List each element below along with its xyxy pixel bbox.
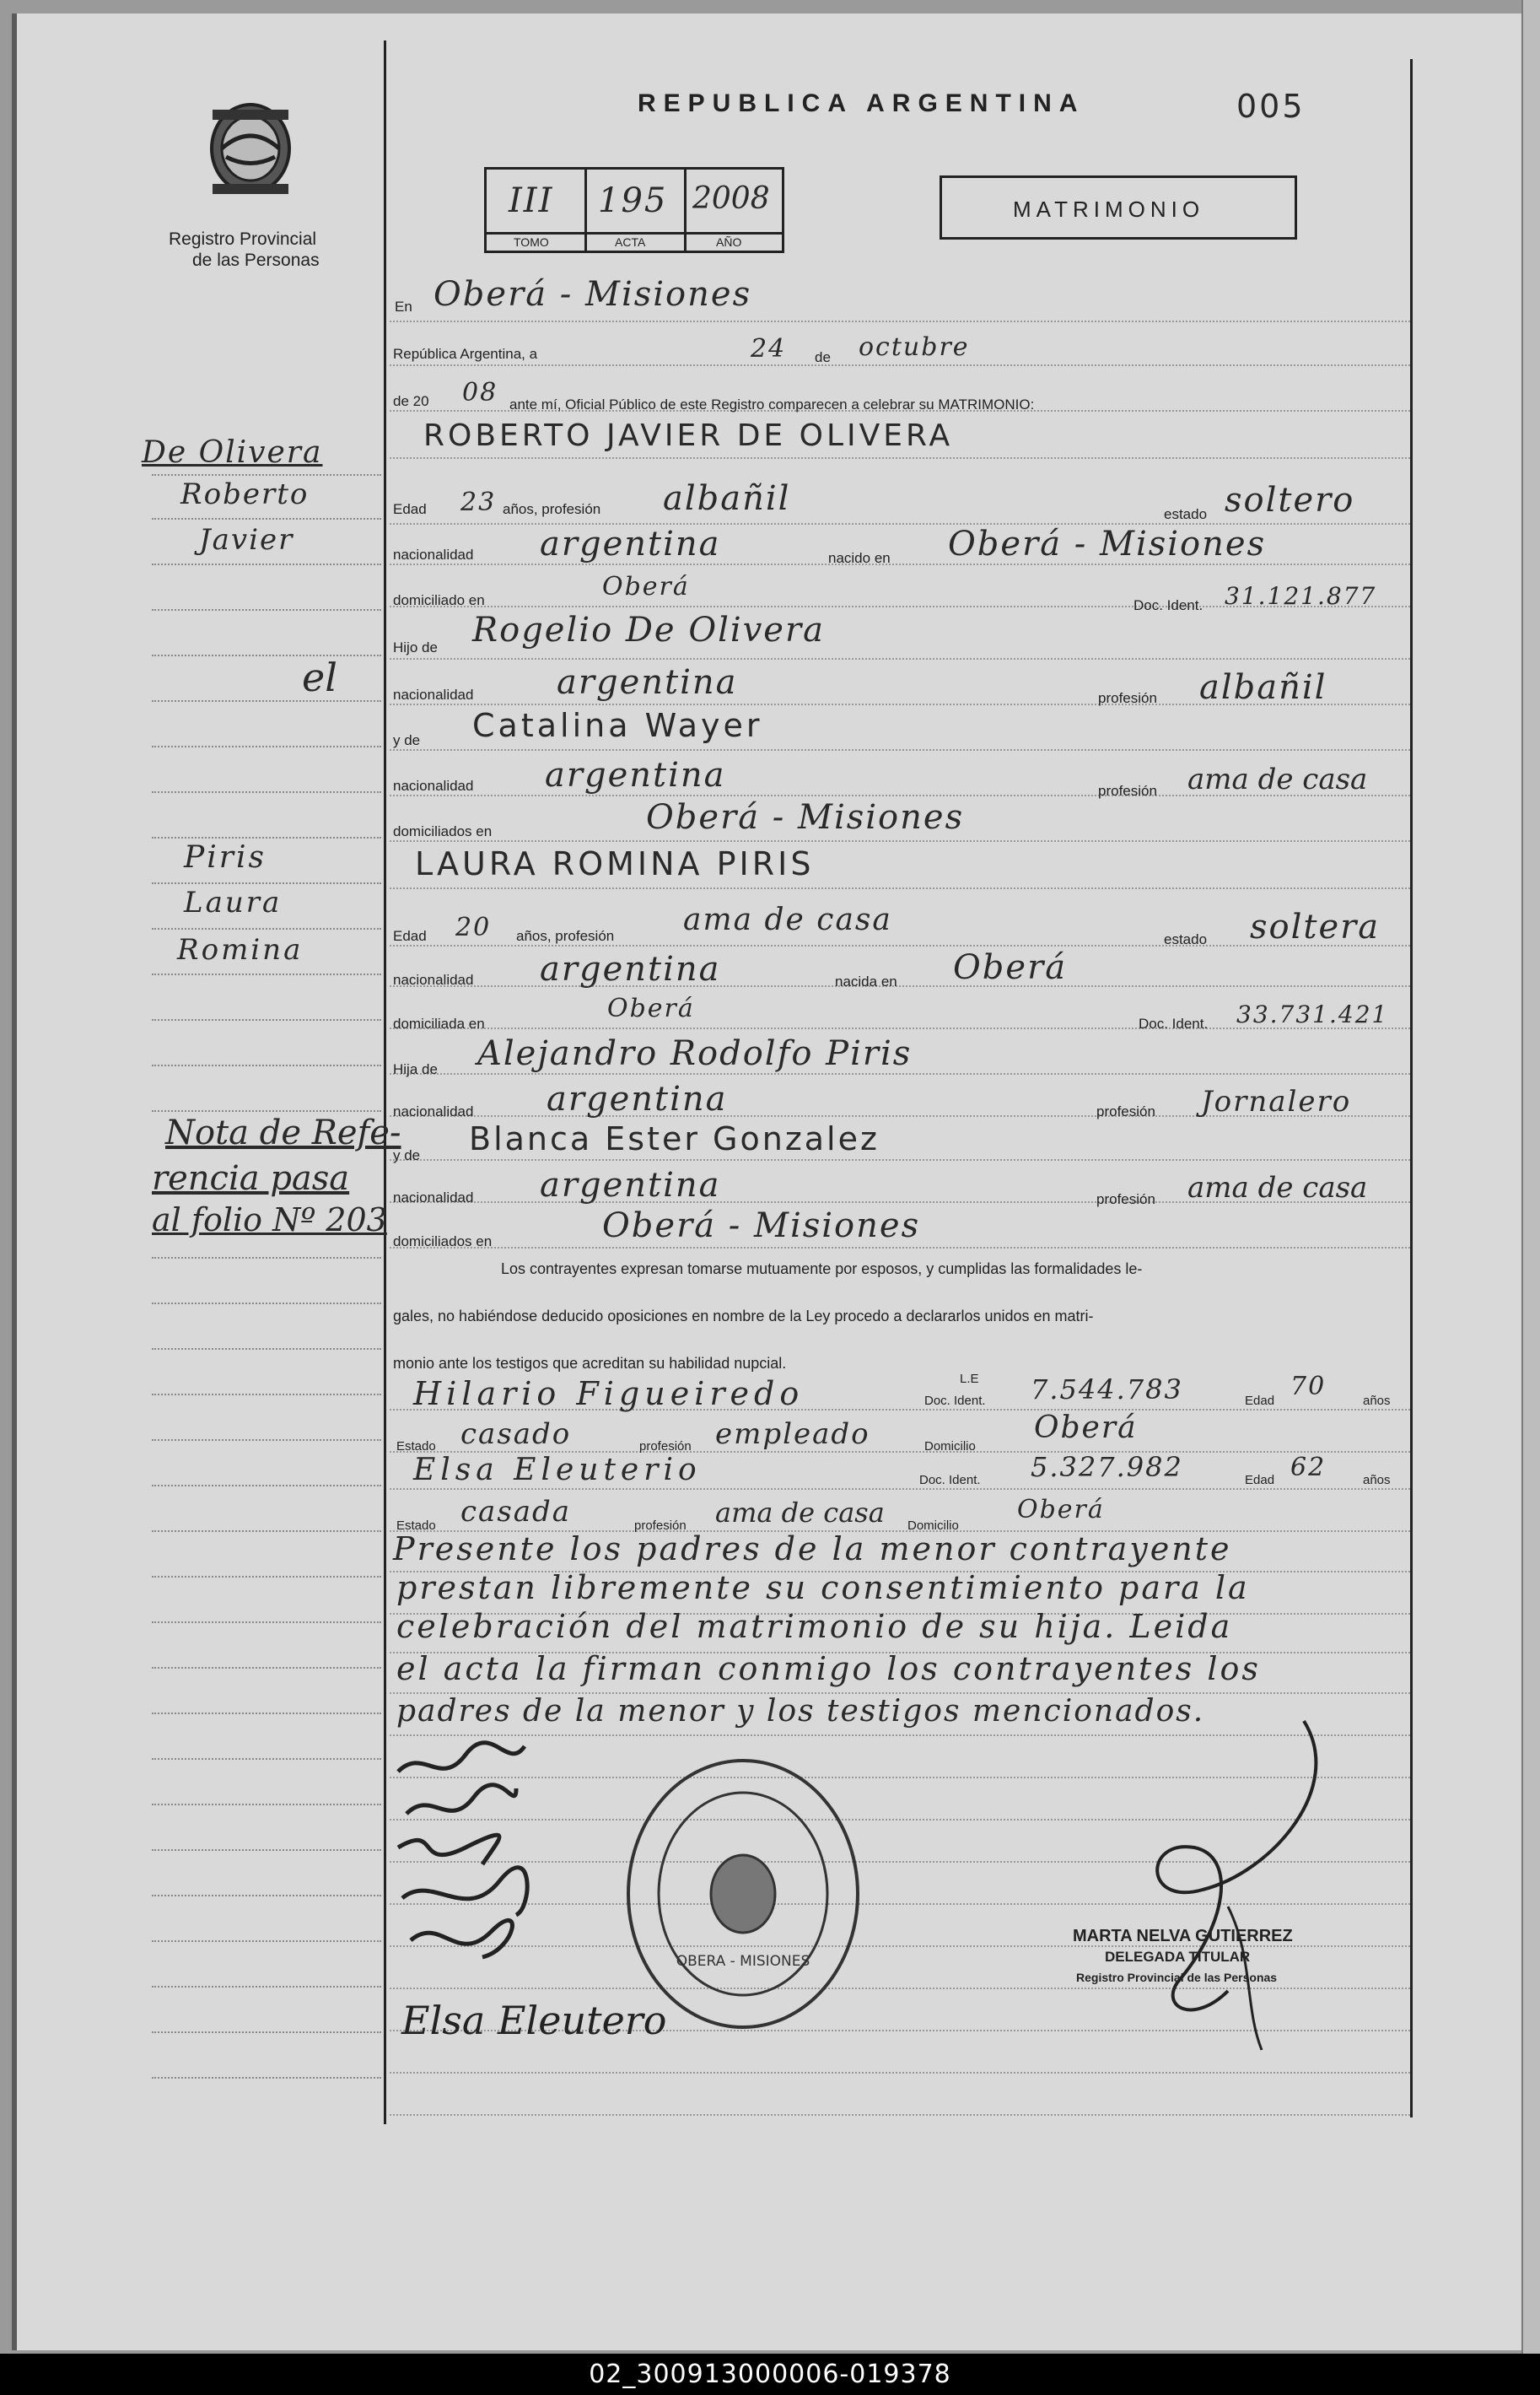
margin-rule — [152, 928, 381, 930]
bride-document: 33.731.421 — [1236, 1001, 1389, 1028]
groom-profession: albañil — [663, 479, 791, 518]
label-domicilio: Domicilio — [924, 1439, 976, 1454]
tomo-value: III — [509, 181, 554, 220]
label-edad: Edad — [393, 501, 427, 517]
label-en: En — [395, 299, 412, 315]
groom-mother-profession: ama de casa — [1187, 763, 1368, 796]
tomo-acta-ano-box — [484, 167, 784, 253]
margin-rule — [152, 2077, 381, 2079]
bride-mother-profession: ama de casa — [1187, 1171, 1368, 1205]
label-doc-ident: Doc. Ident. — [924, 1394, 986, 1408]
margin-name-bride-2: Romina — [177, 933, 304, 967]
consent-note-line-4: el acta la firman conmigo los contrayentes los — [396, 1650, 1261, 1687]
label-profesion: profesión — [1098, 690, 1157, 706]
margin-rule — [152, 1849, 381, 1851]
bride-mother-nationality: argentina — [540, 1166, 721, 1205]
groom-age: 23 — [460, 488, 497, 517]
legal-text-1: Los contrayentes expresan tomarse mutuamente por esposos, y cumplidas las formalidades le- — [501, 1260, 1143, 1277]
groom-parents-domicile: Oberá - Misiones — [646, 798, 965, 837]
witness-2-document: 5.327.982 — [1031, 1451, 1183, 1483]
rule — [390, 364, 1410, 366]
officer-signature — [1127, 1704, 1346, 2058]
margin-rule — [152, 1110, 381, 1112]
label-doc: Doc. Ident. — [1133, 597, 1203, 613]
margin-name-groom-1: Roberto — [180, 477, 310, 511]
label-estado: estado — [1164, 506, 1208, 522]
margin-rule — [152, 1758, 381, 1760]
month: octubre — [859, 332, 970, 362]
witness-1-age: 70 — [1290, 1372, 1327, 1401]
margin-rule — [152, 1019, 381, 1021]
margin-rule — [152, 1667, 381, 1669]
margin-rule-left — [384, 40, 386, 2124]
label-profesion: profesión — [1096, 1191, 1155, 1207]
rule — [390, 1073, 1410, 1075]
label-domiciliados-en: domiciliados en — [393, 1233, 493, 1249]
margin-rule — [152, 1530, 381, 1532]
margin-rule — [152, 518, 381, 520]
bride-father-profession: Jornalero — [1201, 1085, 1352, 1119]
label-nacionalidad: nacionalidad — [393, 547, 474, 563]
margin-rule — [152, 1394, 381, 1395]
margin-rule — [152, 791, 381, 793]
groom-father: Rogelio De Olivera — [472, 611, 825, 650]
label-hijo-de: Hijo de — [393, 639, 438, 655]
act-type: MATRIMONIO — [1013, 197, 1205, 222]
label-edad: Edad — [393, 928, 427, 944]
label-nacido-en: nacido en — [828, 550, 891, 566]
margin-conjunction: el — [302, 655, 337, 700]
margin-rule — [152, 1986, 381, 1988]
republic-title: REPUBLICA ARGENTINA — [638, 89, 1085, 117]
bride-birthplace: Oberá — [953, 948, 1068, 987]
margin-rule — [152, 1303, 381, 1304]
margin-name-groom-2: Javier — [199, 523, 294, 557]
label-republica-a: República Argentina, a — [393, 346, 538, 362]
image-id-footer: 02_300913000006-019378 — [0, 2354, 1540, 2395]
margin-rule — [152, 974, 381, 975]
witness-2-profession: ama de casa — [715, 1497, 885, 1529]
margin-reference-note-3: al folio Nº 203 — [152, 1201, 387, 1238]
officer-name: MARTA NELVA GUTIERREZ — [1073, 1927, 1293, 1945]
witness-2-domicile: Oberá — [1017, 1495, 1105, 1524]
margin-rule — [152, 700, 381, 702]
label-anos-profesion: años, profesión — [503, 501, 601, 517]
rule — [390, 840, 1410, 842]
groom-domicile: Oberá — [602, 572, 690, 601]
witness-1-document: 7.544.783 — [1031, 1373, 1183, 1405]
year-suffix: 08 — [462, 378, 498, 407]
legal-text-3: monio ante los testigos que acreditan su habilidad nupcial. — [393, 1355, 787, 1372]
label-domiciliada-en: domiciliada en — [393, 1016, 485, 1032]
bride-father: Alejandro Rodolfo Piris — [477, 1034, 913, 1073]
margin-rule — [152, 837, 381, 839]
margin-rule — [152, 1804, 381, 1805]
legal-text-2: gales, no habiéndose deducido oposiciones en nombre de la Ley procedo a declararlos unidos en matri- — [393, 1308, 1094, 1324]
rule — [390, 2072, 1410, 2074]
bride-father-nationality: argentina — [547, 1080, 728, 1119]
label-hija-de: Hija de — [393, 1061, 438, 1077]
label-domicilio: Domicilio — [907, 1518, 959, 1533]
margin-rule — [152, 1713, 381, 1714]
label-nacionalidad: nacionalidad — [393, 778, 474, 794]
margin-rule — [152, 1439, 381, 1441]
margin-reference-note-1: Nota de Refe- — [165, 1114, 401, 1152]
tomo-label: TOMO — [514, 235, 549, 249]
margin-rule — [152, 1065, 381, 1066]
label-edad: Edad — [1245, 1473, 1275, 1487]
label-profesion: profesión — [1096, 1103, 1155, 1119]
consent-note-line-1: Presente los padres de la menor contrayente — [393, 1530, 1232, 1567]
label-estado: Estado — [396, 1518, 436, 1533]
book-edge — [1521, 0, 1540, 2354]
label-anos-profesion: años, profesión — [516, 928, 615, 944]
intro-text: ante mí, Oficial Público de este Registro comparecen a celebrar su MATRIMONIO: — [509, 396, 1035, 413]
rule — [390, 1488, 1410, 1490]
label-y-de: y de — [393, 1147, 421, 1163]
bride-nationality: argentina — [540, 950, 721, 989]
witness-1-profession: empleado — [715, 1417, 870, 1451]
rule — [390, 749, 1410, 751]
witness-1-status: casado — [460, 1417, 572, 1451]
margin-rule — [152, 1895, 381, 1896]
margin-surname-bride: Piris — [184, 840, 267, 875]
groom-marital-status: soltero — [1225, 481, 1355, 520]
margin-rule — [152, 1485, 381, 1486]
margin-reference-note-2: rencia pasa — [152, 1159, 350, 1198]
label-estado: Estado — [396, 1439, 436, 1454]
margin-rule — [152, 609, 381, 611]
signatures-scribbles — [390, 1738, 558, 1991]
groom-name: ROBERTO JAVIER DE OLIVERA — [423, 418, 954, 453]
label-domiciliados-en: domiciliados en — [393, 823, 493, 839]
groom-father-nationality: argentina — [557, 663, 738, 702]
margin-rule — [152, 1621, 381, 1623]
consent-note-line-5: padres de la menor y los testigos mencionados. — [396, 1694, 1205, 1729]
provincial-seal-icon — [201, 89, 300, 208]
groom-mother-nationality: argentina — [545, 756, 726, 795]
witness-2-status: casada — [460, 1495, 572, 1529]
margin-rule — [152, 1576, 381, 1578]
rule — [390, 1247, 1410, 1249]
bride-parents-domicile: Oberá - Misiones — [602, 1206, 921, 1245]
margin-rule — [152, 1940, 381, 1942]
label-anos: años — [1363, 1394, 1391, 1408]
rule — [390, 1159, 1410, 1161]
signature-last-witness: Elsa Eleutero — [401, 1998, 667, 2043]
officer-role: DELEGADA TITULAR — [1105, 1949, 1251, 1965]
witness-2-name: Elsa Eleuterio — [413, 1453, 702, 1487]
acta-value: 195 — [598, 181, 668, 220]
label-de-20: de 20 — [393, 393, 429, 409]
acta-label: ACTA — [615, 235, 646, 249]
label-doc-ident: Doc. Ident. — [919, 1473, 981, 1487]
label-y-de: y de — [393, 732, 421, 748]
label-nacionalidad: nacionalidad — [393, 1103, 474, 1119]
margin-rule — [152, 474, 381, 476]
groom-birthplace: Oberá - Misiones — [948, 525, 1267, 564]
bride-name: LAURA ROMINA PIRIS — [415, 845, 815, 882]
margin-name-bride-1: Laura — [184, 886, 283, 920]
rule — [390, 321, 1410, 322]
bride-marital-status: soltera — [1250, 908, 1381, 947]
label-doc: Doc. Ident. — [1139, 1016, 1209, 1032]
svg-text:OBERA - MISIONES: OBERA - MISIONES — [676, 1953, 810, 1970]
label-anos: años — [1363, 1473, 1391, 1487]
label-estado: estado — [1164, 931, 1208, 947]
bride-mother: Blanca Ester Gonzalez — [469, 1120, 880, 1157]
officer-organization: Registro Provincial de las Personas — [1076, 1971, 1278, 1984]
margin-rule — [152, 1257, 381, 1259]
label-profesion: profesión — [634, 1518, 687, 1533]
rule — [390, 658, 1410, 660]
place: Oberá - Misiones — [433, 275, 752, 314]
folio-number: 005 — [1236, 88, 1306, 125]
margin-rule — [152, 564, 381, 565]
witness-1-doc-type: L.E — [960, 1372, 979, 1386]
label-nacida-en: nacida en — [835, 974, 897, 990]
day: 24 — [751, 334, 787, 364]
registry-name-line1: Registro Provincial — [169, 229, 317, 249]
label-edad: Edad — [1245, 1394, 1275, 1408]
margin-rule — [152, 746, 381, 747]
act-type-box — [940, 175, 1297, 240]
margin-rule — [152, 655, 381, 656]
label-domiciliado-en: domiciliado en — [393, 592, 485, 608]
label-nacionalidad: nacionalidad — [393, 687, 474, 703]
margin-rule — [152, 882, 381, 884]
label-nacionalidad: nacionalidad — [393, 1189, 474, 1206]
margin-rule-right — [1410, 59, 1413, 2117]
consent-note-line-3: celebración del matrimonio de su hija. Leida — [396, 1608, 1233, 1645]
bride-domicile: Oberá — [607, 994, 695, 1023]
bride-profession: ama de casa — [683, 903, 892, 937]
margin-rule — [152, 1348, 381, 1350]
bride-age: 20 — [455, 913, 492, 942]
label-profesion: profesión — [1098, 783, 1157, 799]
margin-rule — [152, 2031, 381, 2033]
rule — [390, 887, 1410, 889]
registry-name-line2: de las Personas — [192, 251, 320, 270]
rule — [390, 457, 1410, 459]
groom-document: 31.121.877 — [1225, 582, 1377, 610]
witness-1-name: Hilario Figueiredo — [413, 1375, 805, 1412]
margin-surname-groom: De Olivera — [142, 435, 323, 470]
ano-label: AÑO — [716, 235, 742, 249]
consent-note-line-2: prestan libremente su consentimiento para la — [396, 1569, 1250, 1606]
label-de: de — [815, 349, 831, 365]
rule — [390, 564, 1410, 565]
rule — [390, 2114, 1410, 2116]
ano-value: 2008 — [692, 181, 770, 216]
label-profesion: profesión — [639, 1439, 692, 1454]
witness-1-domicile: Oberá — [1034, 1411, 1138, 1445]
witness-2-age: 62 — [1290, 1453, 1327, 1482]
groom-nationality: argentina — [540, 525, 721, 564]
label-nacionalidad: nacionalidad — [393, 972, 474, 988]
groom-mother: Catalina Wayer — [472, 707, 763, 744]
groom-father-profession: albañil — [1199, 668, 1327, 707]
registry-stamp-icon — [621, 1755, 865, 2033]
